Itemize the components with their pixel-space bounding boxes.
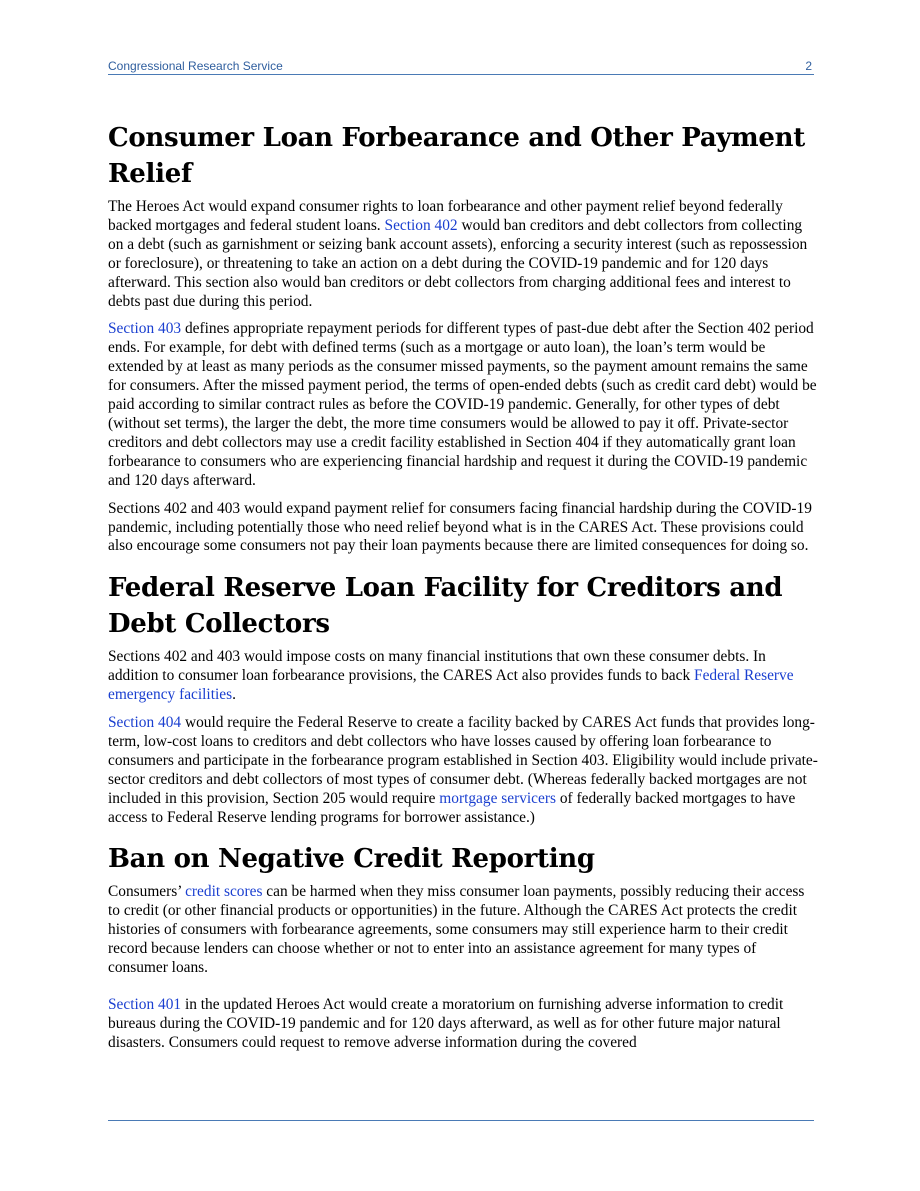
document-body xyxy=(108,120,818,1062)
paragraph xyxy=(108,500,818,557)
section-401-link[interactable]: Section 401 xyxy=(108,996,182,1013)
footer-rule xyxy=(108,1120,814,1121)
section-heading: Consumer Loan Forbearance and Other Payment Relief xyxy=(108,123,805,189)
paragraph-text: Sections 402 and 403 would expand payment relief for consumers facing financial hardship during the COVID-19 pandemic, including potentially those who need relief beyond what is in the CARES Act. These provisions could also encourage some consumers not pay their loan payments because there are limited consequences for doing so. xyxy=(108,499,812,555)
paragraph xyxy=(108,883,818,978)
paragraph-text: defines appropriate repayment periods for different types of past-due debt after the Section 402 period ends. For example, for debt with defined terms (such as a mortgage or auto loan), the loan’s term would be extended by at least as many periods as the consumer missed payments, so the payment amount remains the same for consumers. After the missed payment period, the terms of open-ended debts (such as credit card debt) would be paid according to similar contract rules as before the COVID-19 pandemic. Generally, for other types of debt (without set terms), the larger the debt, the more time consumers would be allowed to pay it off. Private-sector creditors and debt collectors may use a credit facility established in Section 404 if they automatically grant loan forbearance to consumers who are experiencing financial hardship and request it during the COVID-19 pandemic and 120 days afterward. xyxy=(108,320,817,489)
paragraph-text: . xyxy=(232,686,236,704)
section-402-link[interactable]: Section 402 xyxy=(384,216,458,234)
section-heading: Federal Reserve Loan Facility for Creditors and Debt Collectors xyxy=(108,573,783,640)
header-publisher: Congressional Research Service xyxy=(108,59,283,73)
paragraph-text: can be harmed when they miss consumer loan payments, possibly reducing their access to credit (or other financial products or opportunities) in the future. Although the CARES Act protects the credit histories of consumers with forbearance agreements, some consumers may still experience harm to their credit record because lenders can choose whether or not to enter into an assistance agreement for many types of consumer loans. xyxy=(108,883,805,977)
paragraph-text: of federally backed mortgages to have access to Federal Reserve lending programs for borrower assistance.) xyxy=(108,789,796,826)
section-heading: Ban on Negative Credit Reporting xyxy=(108,844,595,875)
paragraph xyxy=(108,320,818,490)
section-403-link[interactable]: Section 403 xyxy=(108,320,182,338)
credit-scores-link[interactable]: credit scores xyxy=(185,883,263,901)
paragraph-text: Consumers’ xyxy=(108,883,186,901)
mortgage-servicers-link[interactable]: mortgage servicers xyxy=(439,789,556,807)
paragraph-text: The Heroes Act would expand consumer rights to loan forbearance and other payment relief beyond federally backed mortgages and federal student loans. xyxy=(108,198,783,234)
paragraph xyxy=(108,648,818,705)
paragraph xyxy=(108,714,818,827)
paragraph-text: Sections 402 and 403 would impose costs on many financial institutions that own these consumer debts. In addition to consumer loan forbearance provisions, the CARES Act also provides funds to back xyxy=(108,648,766,685)
paragraph-text: in the updated Heroes Act would create a moratorium on furnishing adverse information to credit bureaus during the COVID-19 pandemic and for 120 days afterward, as well as for other future major natural disasters. Consumers could request to remove adverse information during the covered xyxy=(108,996,784,1051)
federal-reserve-emergency-facilities-link[interactable]: Federal Reserve emergency facilities xyxy=(108,667,794,704)
paragraph-text: would ban creditors and debt collectors from collecting on a debt (such as garnishment or seizing bank account assets), enforcing a security interest (such as repossession or foreclosure), or threatening to take an action on a debt during the COVID-19 pandemic and for 120 days afterward. This section also would ban creditors or debt collectors from charging additional fees and interest to debts past due during this period. xyxy=(108,216,808,310)
paragraph xyxy=(108,198,818,311)
page-header xyxy=(108,56,814,75)
paragraph xyxy=(108,996,818,1053)
paragraph-text: would require the Federal Reserve to create a facility backed by CARES Act funds that provides long-term, low-cost loans to creditors and debt collectors who have losses caused by offering loan forbearance to consumers and participate in the forbearance program established in Section 403. Eligibility would include private-sector creditors and debt collectors of most types of consumer debt. (Whereas federally backed mortgages are not included in this provision, Section 205 would require xyxy=(108,714,818,807)
section-404-link[interactable]: Section 404 xyxy=(108,714,182,732)
page-number: 2 xyxy=(805,59,812,73)
